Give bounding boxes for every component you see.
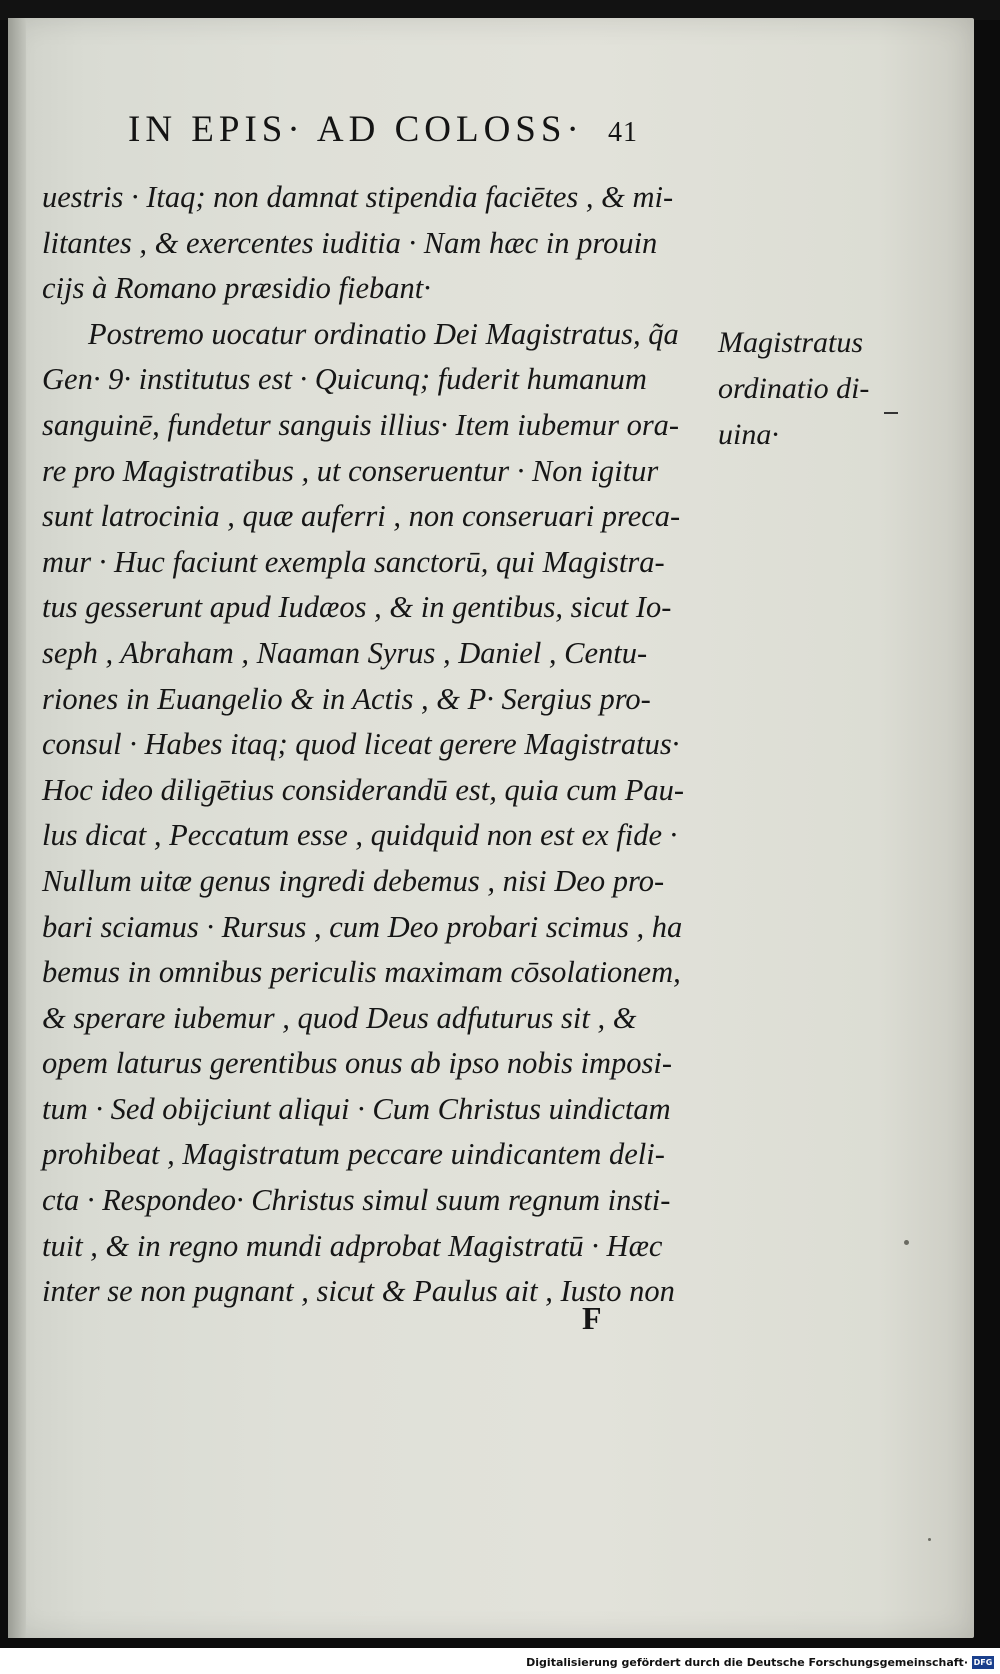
text-line: & sperare iubemur , quod Deus adfuturus sit , &: [42, 1000, 637, 1035]
paper-speck: [928, 1538, 931, 1541]
text-line: riones in Euangelio & in Actis , & P· Sergius pro-: [42, 681, 651, 716]
text-line: tus gesserunt apud Iudæos , & in gentibus, sicut Io-: [42, 590, 672, 625]
text-line: sanguinē, fundetur sanguis illius· Item iubemur ora-: [42, 407, 680, 442]
text-line: tum · Sed obijciunt aliqui · Cum Christus uindictam: [42, 1091, 671, 1126]
text-line: inter se non pugnant , sicut & Paulus ait , Iusto non: [42, 1274, 675, 1309]
text-line: Gen· 9· institutus est · Quicunq; fuderit humanum: [42, 362, 647, 397]
digitization-credit: Digitalisierung gefördert durch die Deutsche Forschungsgemeinschaft·: [526, 1656, 968, 1669]
text-line: litantes , & exercentes iuditia · Nam hæc in prouin: [42, 225, 658, 260]
text-line: seph , Abraham , Naaman Syrus , Daniel , Centu-: [42, 635, 648, 670]
text-line-paragraph-start: Postremo uocatur ordinatio Dei Magistratus, q̃a: [88, 316, 679, 351]
marginal-note-line: Magistratus: [718, 326, 864, 359]
paper-speck: [904, 1240, 909, 1245]
page-gutter: [8, 18, 26, 1638]
text-line: consul · Habes itaq; quod liceat gerere Magistratus·: [42, 727, 680, 762]
marginal-note-line: ordinatio di-: [718, 372, 870, 405]
text-line: opem laturus gerentibus onus ab ipso nobis imposi-: [42, 1046, 673, 1081]
text-line: re pro Magistratibus , ut conseruentur · Non igitur: [42, 453, 659, 488]
marginal-note: [718, 320, 908, 458]
text-line: mur · Huc faciunt exempla sanctorū, qui Magistra-: [42, 544, 665, 579]
footer-bar: [0, 1648, 1000, 1674]
folio-number: 41: [608, 117, 639, 148]
signature-mark: F: [582, 1300, 602, 1336]
text-line: Nullum uitæ genus ingredi debemus , nisi Deo pro-: [42, 863, 665, 898]
body-text: [42, 175, 722, 1315]
running-head-title: IN EPIS· AD COLOSS·: [128, 109, 584, 150]
text-line: sunt latrocinia , quæ auferri , non conseruari preca-: [42, 499, 681, 534]
running-head: [128, 108, 638, 151]
text-line: prohibeat , Magistratum peccare uindicantem deli-: [42, 1137, 665, 1172]
text-line: bari sciamus · Rursus , cum Deo probari scimus , ha: [42, 909, 683, 944]
text-line: uestris · Itaq; non damnat stipendia faciētes , & mi-: [42, 180, 674, 214]
scan-top-edge: [0, 0, 1000, 20]
text-line: Hoc ideo diligētius considerandū est, quia cum Pau-: [42, 772, 685, 807]
text-line: cijs à Romano præsidio fiebant·: [42, 271, 431, 306]
marginal-note-line: uina·: [718, 418, 779, 451]
dfg-logo-icon: DFG: [973, 1658, 993, 1667]
text-line: lus dicat , Peccatum esse , quidquid non est ex fide ·: [42, 818, 678, 853]
text-line: bemus in omnibus periculis maximam cōsolationem,: [42, 955, 681, 990]
text-line: tuit , & in regno mundi adprobat Magistratū · Hæc: [42, 1228, 663, 1263]
text-line: cta · Respondeo· Christus simul suum regnum insti-: [42, 1183, 671, 1218]
